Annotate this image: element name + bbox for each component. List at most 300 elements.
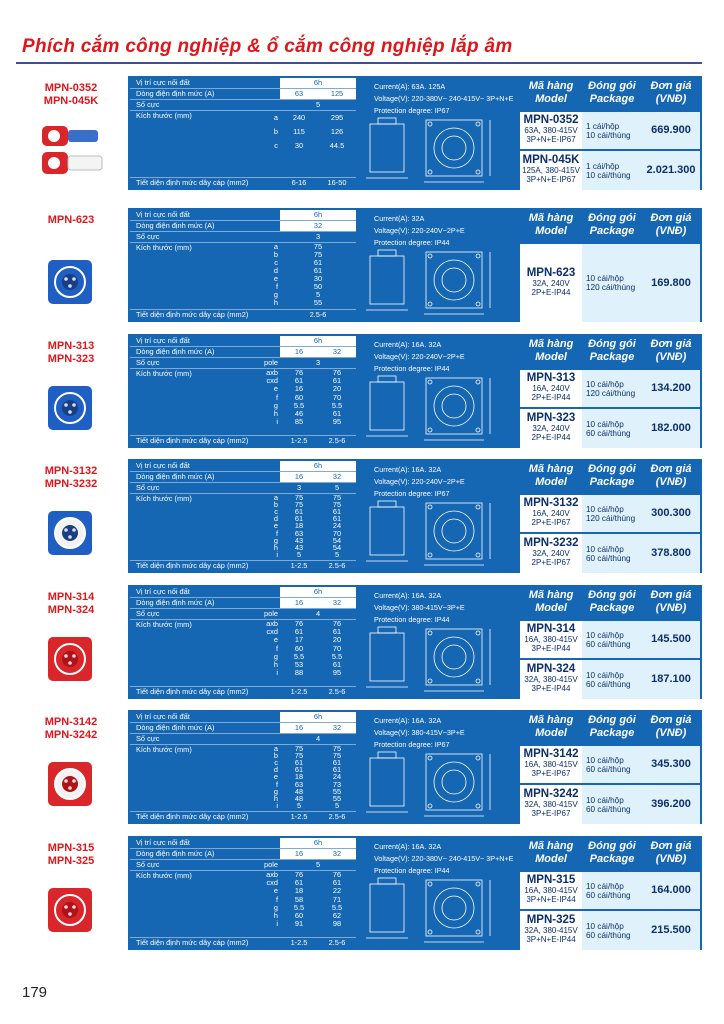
header-price [642, 710, 700, 744]
rated-current-row-value: 32 [280, 221, 356, 231]
package-line: 60 cái/thùng [586, 930, 631, 940]
technical-drawing [360, 210, 518, 320]
poles-row [130, 483, 356, 494]
dimension-value: 43 [294, 535, 304, 545]
dimension-value: 75 [332, 744, 342, 753]
header-price-text: Đơn giá [650, 80, 692, 92]
model-description: 3P+E-IP44 [531, 684, 571, 693]
rated-current-row-label: Dòng điện định mức (A) [136, 849, 215, 858]
header-package-text: Package [589, 476, 635, 488]
dimension-key: h [273, 793, 278, 803]
dimension-key: i [276, 549, 278, 559]
blue-panel-socket-icon [34, 252, 110, 312]
dimension-values-a [280, 111, 318, 153]
spec-panel [128, 334, 702, 448]
model-cell [520, 112, 582, 149]
dimension-key: g [273, 902, 278, 912]
header-package-text: Package [589, 225, 635, 237]
rated-current-row-value: 16 [280, 723, 318, 733]
drawing-spec-line: Voltage(V): 220-380V~ 240-415V~ 3P+N+E [374, 854, 514, 863]
dimension-key: cxd [266, 376, 278, 386]
dimension-value: 61 [294, 758, 304, 768]
poles-row [130, 358, 356, 369]
dimension-value: 61 [294, 765, 304, 775]
product-code: MPN-313 [47, 340, 95, 352]
dimension-value: 5 [296, 549, 302, 559]
rated-current-row-label: Dòng điện định mức (A) [136, 723, 215, 732]
model-cell [520, 534, 582, 573]
product-code: MPN-0352 [44, 82, 98, 94]
dimension-key: a [273, 113, 278, 122]
product-block [16, 585, 702, 699]
package-line: 120 cái/thùng [586, 513, 636, 523]
dimensions-label: Kích thước (mm) [136, 745, 192, 754]
dimension-key: d [273, 514, 278, 524]
dimension-key: g [273, 535, 278, 545]
poles-row [130, 860, 356, 871]
model-cell [520, 911, 582, 950]
dimension-value: 61 [332, 376, 342, 386]
dimension-value: 5.5 [293, 651, 305, 661]
header-model-text: Model [535, 351, 567, 363]
product-codes [16, 591, 126, 617]
package-line: 10 cái/hộp [586, 630, 624, 640]
package-line: 10 cái/thùng [586, 170, 631, 180]
dimension-value: 50 [313, 282, 323, 291]
dimension-value: 61 [294, 514, 304, 524]
technical-drawing [360, 838, 518, 948]
dimension-value: 62 [332, 910, 342, 920]
earth-position-row [130, 461, 356, 472]
model-cell [520, 621, 582, 658]
package-line: 60 cái/thùng [586, 428, 631, 438]
model-cell [520, 785, 582, 824]
product-code: MPN-3232 [44, 478, 98, 490]
header-package-text: Package [589, 351, 635, 363]
dimension-value: 73 [332, 779, 342, 789]
rated-current-row [130, 221, 356, 232]
drawing-spec-line: Voltage(V): 380-415V~3P+E [374, 603, 465, 612]
dimension-value: 30 [313, 274, 323, 283]
dimension-values-a [280, 369, 318, 426]
dimension-value: 63 [294, 779, 304, 789]
dimension-key: h [273, 542, 278, 552]
cable-section-label: Tiết diện định mức dây cáp (mm2) [136, 178, 249, 187]
model-description: 3P+N+E-IP67 [526, 135, 576, 144]
header-package-text: Package [589, 93, 635, 105]
drawing-spec-line: Protection degree: IP67 [374, 489, 450, 498]
package-cell [582, 151, 642, 190]
drawing-spec-line: Protection degree: IP44 [374, 615, 450, 624]
header-package [582, 710, 642, 744]
rated-current-row-label: Dòng điện định mức (A) [136, 89, 215, 98]
dimension-key: g [273, 400, 278, 410]
product-identity [16, 836, 126, 950]
product-code: MPN-325 [47, 855, 95, 867]
dimension-key: cxd [266, 878, 278, 888]
spec-table [130, 587, 356, 697]
dimension-value: 85 [294, 417, 304, 427]
price-table [520, 208, 702, 322]
product-code: MPN-045K [43, 95, 99, 107]
package-line: 10 cái/thùng [586, 130, 631, 140]
price-table [520, 836, 702, 950]
product-identity [16, 76, 126, 190]
product-code: MPN-324 [47, 604, 95, 616]
dimension-value: 61 [313, 266, 323, 275]
package-cell [582, 621, 642, 658]
dimension-value: 115 [293, 127, 305, 136]
product-codes [16, 842, 126, 868]
header-price-text: (VNĐ) [655, 602, 687, 614]
dimension-keys [248, 369, 278, 426]
earth-position-row-value: 6h [280, 838, 356, 848]
dimension-value: 61 [294, 376, 304, 386]
price-cell: 145.500 [642, 621, 700, 658]
model-name: MPN-623 [526, 266, 576, 279]
cable-section-label: Tiết diện định mức dây cáp (mm2) [136, 687, 249, 696]
dimension-value: 5.5 [331, 902, 343, 912]
dimensions-label: Kích thước (mm) [136, 494, 192, 503]
cable-section-row [130, 309, 356, 320]
model-description: 63A, 380-415V [524, 126, 578, 135]
page-number: 179 [22, 984, 48, 1001]
package-line: 60 cái/thùng [586, 639, 631, 649]
header-model-text: Model [535, 476, 567, 488]
dimension-value: 76 [294, 368, 304, 377]
product-code: MPN-3242 [44, 729, 98, 741]
dimension-value: 24 [332, 772, 342, 782]
earth-position-row-label: Vị trí cực nối đất [136, 587, 190, 596]
poles-sub-label: pole [264, 609, 278, 618]
package-cell [582, 495, 642, 532]
header-model [520, 836, 582, 870]
poles-row [130, 734, 356, 745]
dimension-value: 18 [294, 772, 304, 782]
cable-section-value: 2.5-6 [328, 687, 346, 696]
dimension-keys [248, 620, 278, 677]
price-cell: 396.200 [642, 785, 700, 824]
cable-section-value: 2.5-6 [328, 561, 346, 570]
dimension-value: 60 [294, 910, 304, 920]
model-description: 2P+E-IP44 [531, 287, 571, 297]
dimension-values-a [280, 745, 318, 809]
model-name: MPN-325 [526, 914, 576, 926]
blue-angled-socket-icon [34, 378, 110, 438]
package-line: 120 cái/thùng [586, 388, 636, 398]
model-name: MPN-3132 [523, 497, 579, 509]
drawing-spec-line: Protection degree: IP44 [374, 866, 450, 875]
rated-current-row-value: 32 [318, 598, 356, 608]
drawing-spec-line: Current(A): 16A. 32A [374, 716, 442, 725]
model-name: MPN-315 [526, 874, 576, 886]
spec-table [130, 838, 356, 948]
model-cell [520, 409, 582, 448]
drawing-spec-line: Protection degree: IP44 [374, 364, 450, 373]
dimensions-label: Kích thước (mm) [136, 111, 192, 120]
dimension-key: axb [266, 368, 278, 377]
model-description: 32A, 380-415V [524, 800, 578, 809]
page-title: Phích cắm công nghiệp & ổ cắm công nghiệp lắp âm [22, 36, 513, 57]
header-package-text: Đóng gói [588, 714, 636, 726]
package-line: 60 cái/thùng [586, 764, 631, 774]
package-cell [582, 370, 642, 407]
earth-position-row [130, 838, 356, 849]
dimension-values-a [280, 494, 318, 558]
cable-section-row [130, 435, 356, 446]
model-cell [520, 370, 582, 407]
dimension-value: 75 [332, 500, 342, 510]
dimension-value: 61 [294, 878, 304, 888]
package-cell [582, 746, 642, 783]
red-ip67-socket-icon [34, 754, 110, 814]
earth-position-row-label: Vị trí cực nối đất [136, 461, 190, 470]
header-price [642, 334, 700, 368]
earth-position-row-value: 6h [280, 78, 356, 88]
rated-current-row [130, 472, 356, 483]
dimension-value: 126 [330, 127, 344, 136]
package-cell [582, 409, 642, 448]
red-angled-socket-icon [34, 629, 110, 689]
dimension-value: 75 [332, 751, 342, 761]
poles-row-label: Số cực [136, 734, 160, 743]
dimension-key: b [273, 127, 278, 136]
drawing-spec-line: Protection degree: IP67 [374, 740, 450, 749]
header-model-text: Model [535, 225, 567, 237]
earth-position-row [130, 712, 356, 723]
dimension-value: 75 [294, 493, 304, 502]
rated-current-row-label: Dòng điện định mức (A) [136, 598, 215, 607]
price-table [520, 459, 702, 573]
model-name: MPN-0352 [523, 114, 579, 126]
package-cell [582, 244, 642, 322]
title-rule [16, 62, 702, 64]
package-line: 10 cái/hộp [586, 921, 624, 931]
dimension-key: e [273, 274, 278, 283]
dimension-value: 63 [294, 528, 304, 538]
header-price-text: (VNĐ) [655, 351, 687, 363]
model-description: 32A, 380-415V [524, 675, 578, 684]
cable-section-value: 1-2.5 [290, 938, 308, 947]
earth-position-row [130, 587, 356, 598]
dimension-key: c [274, 141, 278, 150]
header-model-text: Mã hàng [528, 463, 574, 475]
earth-position-row-value: 6h [280, 461, 356, 471]
product-block [16, 76, 702, 190]
dimension-key: f [275, 392, 278, 402]
product-code: MPN-315 [47, 842, 95, 854]
price-cell: 300.300 [642, 495, 700, 532]
poles-row-value: 3 [315, 232, 321, 241]
dimension-value: 75 [294, 751, 304, 761]
model-description: 3P+N+E-IP67 [526, 175, 576, 184]
header-price [642, 76, 700, 110]
price-cell: 187.100 [642, 660, 700, 699]
dimension-values-b [318, 620, 356, 677]
header-model [520, 208, 582, 242]
technical-drawing [360, 461, 518, 571]
header-price-text: Đơn giá [650, 212, 692, 224]
price-cell: 169.800 [642, 244, 700, 322]
header-package [582, 76, 642, 110]
drawing-spec-line: Protection degree: IP67 [374, 106, 450, 115]
model-description: 16A, 240V [532, 509, 570, 518]
dimension-value: 58 [294, 894, 304, 904]
poles-row-label: Số cực [136, 483, 160, 492]
model-description: 3P+N+E-IP44 [526, 935, 576, 944]
rated-current-row [130, 598, 356, 609]
product-codes [16, 82, 126, 108]
cable-section-row [130, 811, 356, 822]
header-model-text: Mã hàng [528, 338, 574, 350]
dimension-values-a [299, 243, 337, 307]
dimension-key: h [273, 910, 278, 920]
rated-current-row [130, 723, 356, 734]
product-block [16, 459, 702, 573]
model-cell [520, 660, 582, 699]
dimension-value: 98 [332, 919, 342, 929]
cable-section-label: Tiết diện định mức dây cáp (mm2) [136, 561, 249, 570]
dimension-key: c [274, 258, 278, 267]
product-codes [16, 214, 126, 227]
model-description: 2P+E-IP44 [531, 433, 571, 442]
earth-position-row-value: 6h [280, 712, 356, 722]
header-package [582, 585, 642, 619]
dimension-key: e [273, 521, 278, 531]
dimension-values-a [280, 620, 318, 677]
dimensions-label: Kích thước (mm) [136, 620, 192, 629]
dimension-values-b [318, 745, 356, 809]
rated-current-row-value: 125 [318, 89, 356, 99]
product-block [16, 836, 702, 950]
dimension-value: 61 [313, 258, 323, 267]
dimension-key: e [273, 384, 278, 394]
spec-table [130, 461, 356, 571]
dimension-key: d [273, 765, 278, 775]
poles-row-value: 5 [315, 100, 321, 109]
header-package-text: Đóng gói [588, 212, 636, 224]
poles-row-value: 3 [315, 358, 321, 367]
rated-current-row-value: 32 [318, 723, 356, 733]
package-line: 120 cái/thùng [586, 283, 636, 292]
spec-table [130, 712, 356, 822]
header-package [582, 208, 642, 242]
dimension-key: c [274, 507, 278, 517]
header-model-text: Mã hàng [528, 212, 574, 224]
spec-table [130, 78, 356, 188]
drawing-spec-line: Current(A): 16A. 32A [374, 842, 442, 851]
model-description: 16A, 380-415V [524, 635, 578, 644]
model-description: 125A, 380-415V [522, 166, 580, 175]
dimension-value: 55 [332, 793, 342, 803]
header-price-text: Đơn giá [650, 714, 692, 726]
drawing-spec-line: Current(A): 16A. 32A [374, 340, 442, 349]
cable-section-value: 1-2.5 [290, 561, 308, 570]
model-description: 2P+E-IP67 [531, 518, 571, 527]
dimension-value: 95 [332, 417, 342, 427]
cable-section-row [130, 937, 356, 948]
dimension-key: e [273, 772, 278, 782]
dimension-value: 18 [294, 886, 304, 896]
dimension-key: a [273, 744, 278, 753]
rated-current-row-value: 16 [280, 598, 318, 608]
product-identity [16, 208, 126, 322]
price-cell: 215.500 [642, 911, 700, 950]
dimension-key: h [273, 298, 278, 307]
model-description: 3P+E-IP67 [531, 809, 571, 818]
product-codes [16, 340, 126, 366]
dimension-value: 46 [294, 408, 304, 418]
dimension-values-b [318, 111, 356, 153]
earth-position-row-label: Vị trí cực nối đất [136, 336, 190, 345]
poles-row-value: 5 [315, 860, 321, 869]
model-description: 32A, 380-415V [524, 926, 578, 935]
header-price-text: Đơn giá [650, 463, 692, 475]
earth-position-row-value: 6h [280, 210, 356, 220]
dimension-keys [248, 494, 278, 558]
product-block [16, 334, 702, 448]
dimension-key: d [273, 266, 278, 275]
header-package-text: Package [589, 602, 635, 614]
red-5pin-socket-icon [34, 880, 110, 940]
header-package-text: Đóng gói [588, 840, 636, 852]
package-line: 60 cái/thùng [586, 553, 631, 563]
cable-section-value: 2.5-6 [328, 436, 346, 445]
dimension-value: 75 [313, 250, 323, 259]
price-cell: 378.800 [642, 534, 700, 573]
dimension-value: 53 [294, 659, 304, 669]
dimension-key: a [273, 493, 278, 502]
header-model-text: Mã hàng [528, 80, 574, 92]
package-cell [582, 112, 642, 149]
model-description: 3P+E-IP44 [531, 644, 571, 653]
dimension-value: 70 [332, 643, 342, 653]
rated-current-row-value: 32 [318, 472, 356, 482]
model-name: MPN-323 [526, 412, 576, 424]
earth-position-row-label: Vị trí cực nối đất [136, 210, 190, 219]
model-name: MPN-3232 [523, 537, 579, 549]
dimension-value: 61 [332, 507, 342, 517]
dimension-key: i [276, 417, 278, 427]
dimension-value: 5.5 [331, 651, 343, 661]
dimension-value: 55 [332, 786, 342, 796]
dimension-value: 30 [294, 141, 304, 150]
package-line: 10 cái/hộp [586, 544, 624, 554]
rated-current-row-value: 16 [280, 347, 318, 357]
spec-table [130, 336, 356, 446]
model-description: 16A, 380-415V [524, 886, 578, 895]
poles-row-label: Số cực [136, 860, 160, 869]
model-description: 32A, 240V [532, 278, 570, 288]
rated-current-row [130, 849, 356, 860]
rated-current-row-label: Dòng điện định mức (A) [136, 472, 215, 481]
dimension-key: g [273, 290, 278, 299]
dimension-value: 48 [294, 793, 304, 803]
dimension-value: 22 [332, 886, 342, 896]
poles-row [130, 100, 356, 111]
dimension-value: 43 [294, 542, 304, 552]
dimension-key: h [273, 659, 278, 669]
dimension-value: 24 [332, 521, 342, 531]
dimension-values-b [318, 369, 356, 426]
header-price [642, 836, 700, 870]
dimension-value: 5.5 [331, 400, 343, 410]
header-model [520, 76, 582, 110]
dimension-value: 70 [332, 528, 342, 538]
package-line: 60 cái/thùng [586, 890, 631, 900]
header-package-text: Package [589, 727, 635, 739]
dimension-value: 48 [294, 786, 304, 796]
